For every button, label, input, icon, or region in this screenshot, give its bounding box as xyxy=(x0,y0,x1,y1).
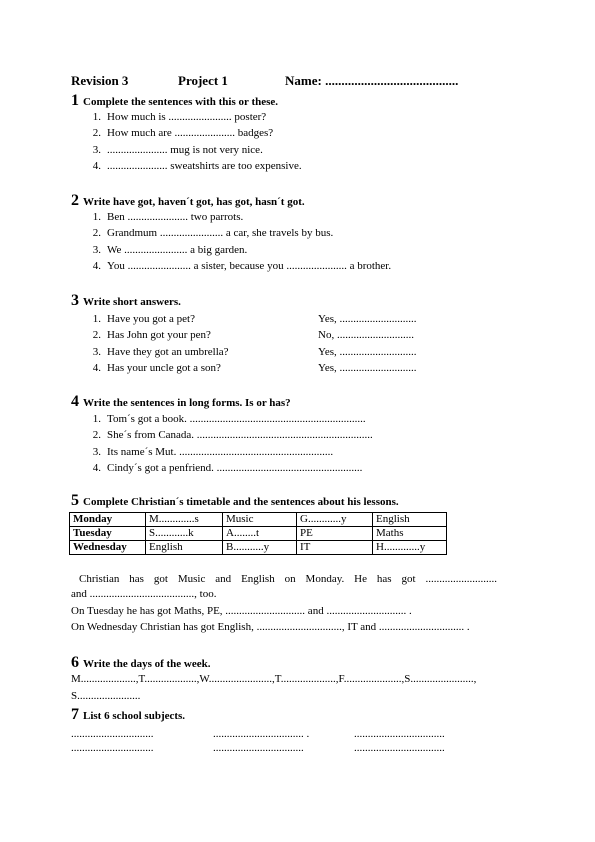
section-7-heading xyxy=(71,706,185,724)
subject-blank: ................................. xyxy=(213,742,304,754)
paragraph-line-2: and ......................................, too. xyxy=(71,588,217,600)
paragraph-line-1: Christian has got Music and English on Monday. He has got .......................... xyxy=(79,573,497,585)
timetable xyxy=(69,512,447,555)
list-item: 3. Have they got an umbrella? Yes, ............................ xyxy=(92,345,417,358)
list-item: 2. She´s from Canada. ................................................................ xyxy=(92,429,373,442)
section-title: Complete Christian´s timetable and the sentences about his lessons. xyxy=(83,496,399,508)
section-number: 3 xyxy=(71,292,79,309)
table-row: Tuesday S............k A........t PE Maths xyxy=(70,527,447,541)
section-1-heading xyxy=(71,92,278,110)
section-4-list xyxy=(71,411,373,476)
section-3-heading xyxy=(71,292,181,310)
section-number: 1 xyxy=(71,92,79,109)
list-item: 3. Its name´s Mut. ........................................................ xyxy=(92,445,334,458)
list-item: 1. Ben ...................... two parrots. xyxy=(92,211,244,223)
section-title: Write the days of the week. xyxy=(83,658,211,670)
subject-blank: .............................. xyxy=(71,742,154,754)
subject-blank: ................................. xyxy=(354,728,445,740)
list-item: 1. How much is ....................... poster? xyxy=(92,111,267,123)
section-1-list xyxy=(71,109,302,174)
table-row: Wednesday English B...........y IT H.............y xyxy=(70,541,447,555)
list-item: 2. Has John got your pen? No, ............................ xyxy=(92,329,414,342)
section-title: List 6 school subjects. xyxy=(83,710,186,722)
section-number: 7 xyxy=(71,706,79,723)
section-title: Write short answers. xyxy=(83,296,181,308)
list-item: 2. Grandmum ....................... a car, she travels by bus. xyxy=(92,227,334,240)
subject-blank: ................................. . xyxy=(213,728,310,740)
list-item: 4. You ....................... a sister, because you ...................... a brother. xyxy=(92,259,392,272)
days-line-2: S....................... xyxy=(71,690,141,702)
list-item: 4. ...................... sweatshirts are too expensive. xyxy=(92,159,302,172)
table-row: Monday M.............s Music G............y English xyxy=(70,513,447,527)
list-item: 4. Cindy´s got a penfriend. ..................................................... xyxy=(92,461,363,474)
project-title: Project 1 xyxy=(178,73,228,88)
days-line-1: M....................,T...................,W.......................,T....................,F.....................,S......................., xyxy=(71,673,477,685)
section-2-list xyxy=(71,209,391,274)
paragraph-line-4: On Wednesday Christian has got English, ..............................., IT and ............................... . xyxy=(71,621,470,633)
section-title: Complete the sentences with this or these. xyxy=(83,96,279,108)
section-title: Write have got, haven´t got, has got, hasn´t got. xyxy=(83,196,305,208)
paragraph-line-3: On Tuesday he has got Maths, PE, ............................. and ............................. . xyxy=(71,605,412,617)
section-2-heading xyxy=(71,192,305,210)
section-5-heading xyxy=(71,492,399,510)
list-item: 2. How much are ...................... badges? xyxy=(92,127,274,140)
revision-title: Revision 3 xyxy=(71,73,129,88)
section-3-list xyxy=(71,311,417,376)
list-item: 4. Has your uncle got a son? Yes, ............................ xyxy=(92,361,417,374)
list-item: 3. ...................... mug is not very nice. xyxy=(92,143,263,156)
list-item: 1. Tom´s got a book. ................................................................ xyxy=(92,413,366,425)
section-title: Write the sentences in long forms. Is or has? xyxy=(83,397,291,409)
subject-blank: ................................. xyxy=(354,742,445,754)
section-number: 5 xyxy=(71,492,79,509)
section-6-heading xyxy=(71,654,211,672)
section-4-heading xyxy=(71,393,291,411)
section-number: 2 xyxy=(71,192,79,209)
name-field: Name: ......................................... xyxy=(285,73,459,88)
section-number: 6 xyxy=(71,654,79,671)
section-number: 4 xyxy=(71,393,79,410)
list-item: 1. Have you got a pet? Yes, ............................ xyxy=(92,313,417,325)
list-item: 3. We ....................... a big garden. xyxy=(92,243,248,256)
subject-blank: .............................. xyxy=(71,728,154,740)
